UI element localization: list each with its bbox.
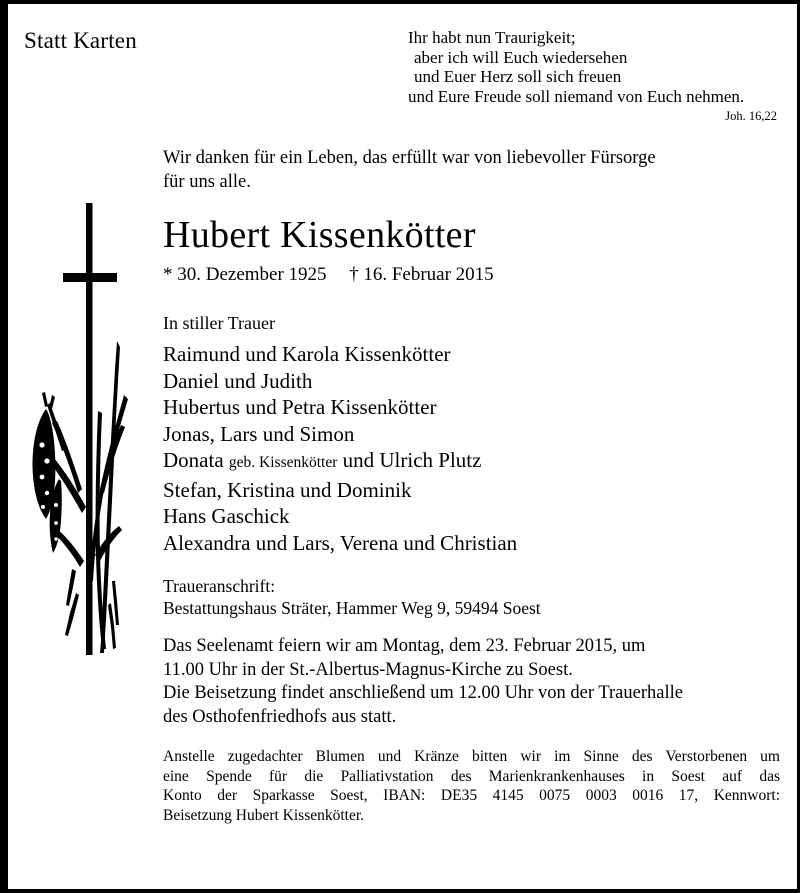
notice-body [163,147,785,825]
mourner-item: Hubertus und Petra Kissenkötter [163,395,437,419]
thanks-line: für uns alle. [163,171,251,192]
service-line: 11.00 Uhr in der St.-Albertus-Magnus-Kirche zu Soest. [163,659,573,680]
donation-line: Beisetzung Hubert Kissenkötter. [163,806,365,824]
birth-date: 30. Dezember 1925 [177,264,327,285]
thanks-paragraph [163,147,775,194]
life-dates [163,264,785,286]
service-line: Das Seelenamt feiern wir am Montag, dem 23. Februar 2015, um [163,636,646,656]
service-line: des Osthofenfriedhofs aus statt. [163,706,397,727]
verse-line: Ihr habt nun Traurigkeit; [408,28,576,47]
donation-line-iban: Konto der Sparkasse Soest, IBAN: DE35 4145 0075 0003 0016 17, Kennwort: [163,787,780,804]
donation-line: Anstelle zugedachter Blumen und Kränze bitten wir im Sinne des Verstorbenen um [163,748,780,765]
donation-line: eine Spende für die Palliativstation des Marienkrankenhauses in Soest auf das [163,767,780,785]
mourner-item: Daniel und Judith [163,368,313,393]
mourner-item: Stefan, Kristina und Dominik [163,477,412,502]
cross-and-reeds-icon [16,189,156,669]
thanks-line: Wir danken für ein Leben, das erfüllt war von liebevoller Fürsorge [163,148,656,168]
death-date: 16. Februar 2015 [363,264,494,285]
verse-line: und Euer Herz soll sich freuen [414,67,622,86]
deceased-name: Hubert Kissenkötter [163,214,476,256]
cross-and-reeds-illustration [16,189,156,669]
mourners-heading: In stiller Trauer [163,313,275,333]
mourner-item: Raimund und Karola Kissenkötter [163,342,451,366]
address-value: Bestattungshaus Sträter, Hammer Weg 9, 59494 Soest [163,598,541,618]
birth-symbol: * [163,264,173,285]
mourners-list [163,341,785,556]
mourner-item: Alexandra und Lars, Verena und Christian [163,530,518,555]
address-label: Traueranschrift: [163,576,276,596]
service-line: Die Beisetzung findet anschließend um 12.00 Uhr von der Trauerhalle [163,683,683,703]
mourner-item: Hans Gaschick [163,504,290,528]
mourner-item: Jonas, Lars und Simon [163,421,355,446]
verse-line: aber ich will Euch wiedersehen [414,47,628,67]
verse-citation: Joh. 16,22 [725,109,777,123]
instead-of-cards-heading: Statt Karten [24,28,137,53]
death-symbol: † [349,264,359,285]
notice-page [8,4,797,889]
mourner-partner-name: und Ulrich Plutz [337,448,482,472]
donation-request-block [163,747,780,825]
service-details-block [163,635,783,729]
mourner-given-name: Donata [163,448,229,472]
condolence-address-block [163,575,785,619]
mourner-item [163,447,785,477]
notice-header [8,4,797,124]
mourner-maiden-name: geb. Kissenkötter [228,454,338,471]
verse-line: und Eure Freude soll niemand von Euch nehmen. [408,86,745,106]
bible-verse-block [408,28,783,124]
